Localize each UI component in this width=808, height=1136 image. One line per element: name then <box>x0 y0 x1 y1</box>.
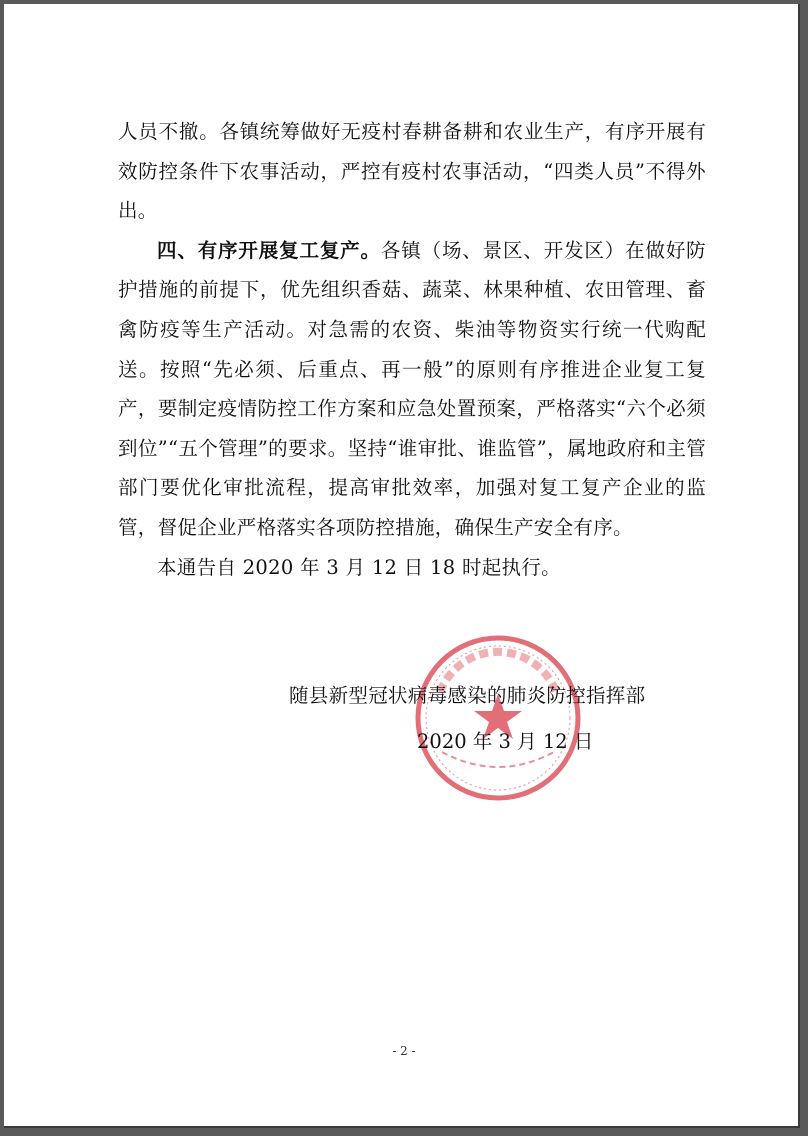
signature-date: 2020 年 3 月 12 日 <box>417 730 594 753</box>
paragraph-2: 四、有序开展复工复产。各镇（场、景区、开发区）在做好防护措施的前提下，优先组织香菇、蔬菜、林果种植、农田管理、畜禽防疫等生产活动。对急需的农资、柴油等物资实行统一代购配送。按照“先必须、后重点、再一般”的原则有序推进企业复工复产，要制定疫情防控工作方案和应急处置预案，严格落实“六个必须到位”“五个管理”的要求。坚持“谁审批、谁监管”，属地政府和主管部门要优化审批流程，提高审批效率，加强对复工复产企业的监管，督促企业严格落实各项防控措施，确保生产安全有序。 <box>118 238 706 539</box>
signature-organization: 随县新型冠状病毒感染的肺炎防控指挥部 <box>289 684 646 707</box>
paragraph-3: 本通告自 2020 年 3 月 12 日 18 时起执行。 <box>157 555 561 579</box>
page-number: - 2 - <box>392 1044 416 1058</box>
official-seal <box>412 632 584 804</box>
section-heading: 四、有序开展复工复产。 <box>157 238 381 262</box>
document-page <box>4 4 800 1128</box>
paragraph-1: 人员不撤。各镇统筹做好无疫村春耕备耕和农业生产，有序开展有效防控条件下农事活动，严控有疫村农事活动，“四类人员”不得外出。 <box>118 120 706 223</box>
document-body <box>118 112 706 587</box>
